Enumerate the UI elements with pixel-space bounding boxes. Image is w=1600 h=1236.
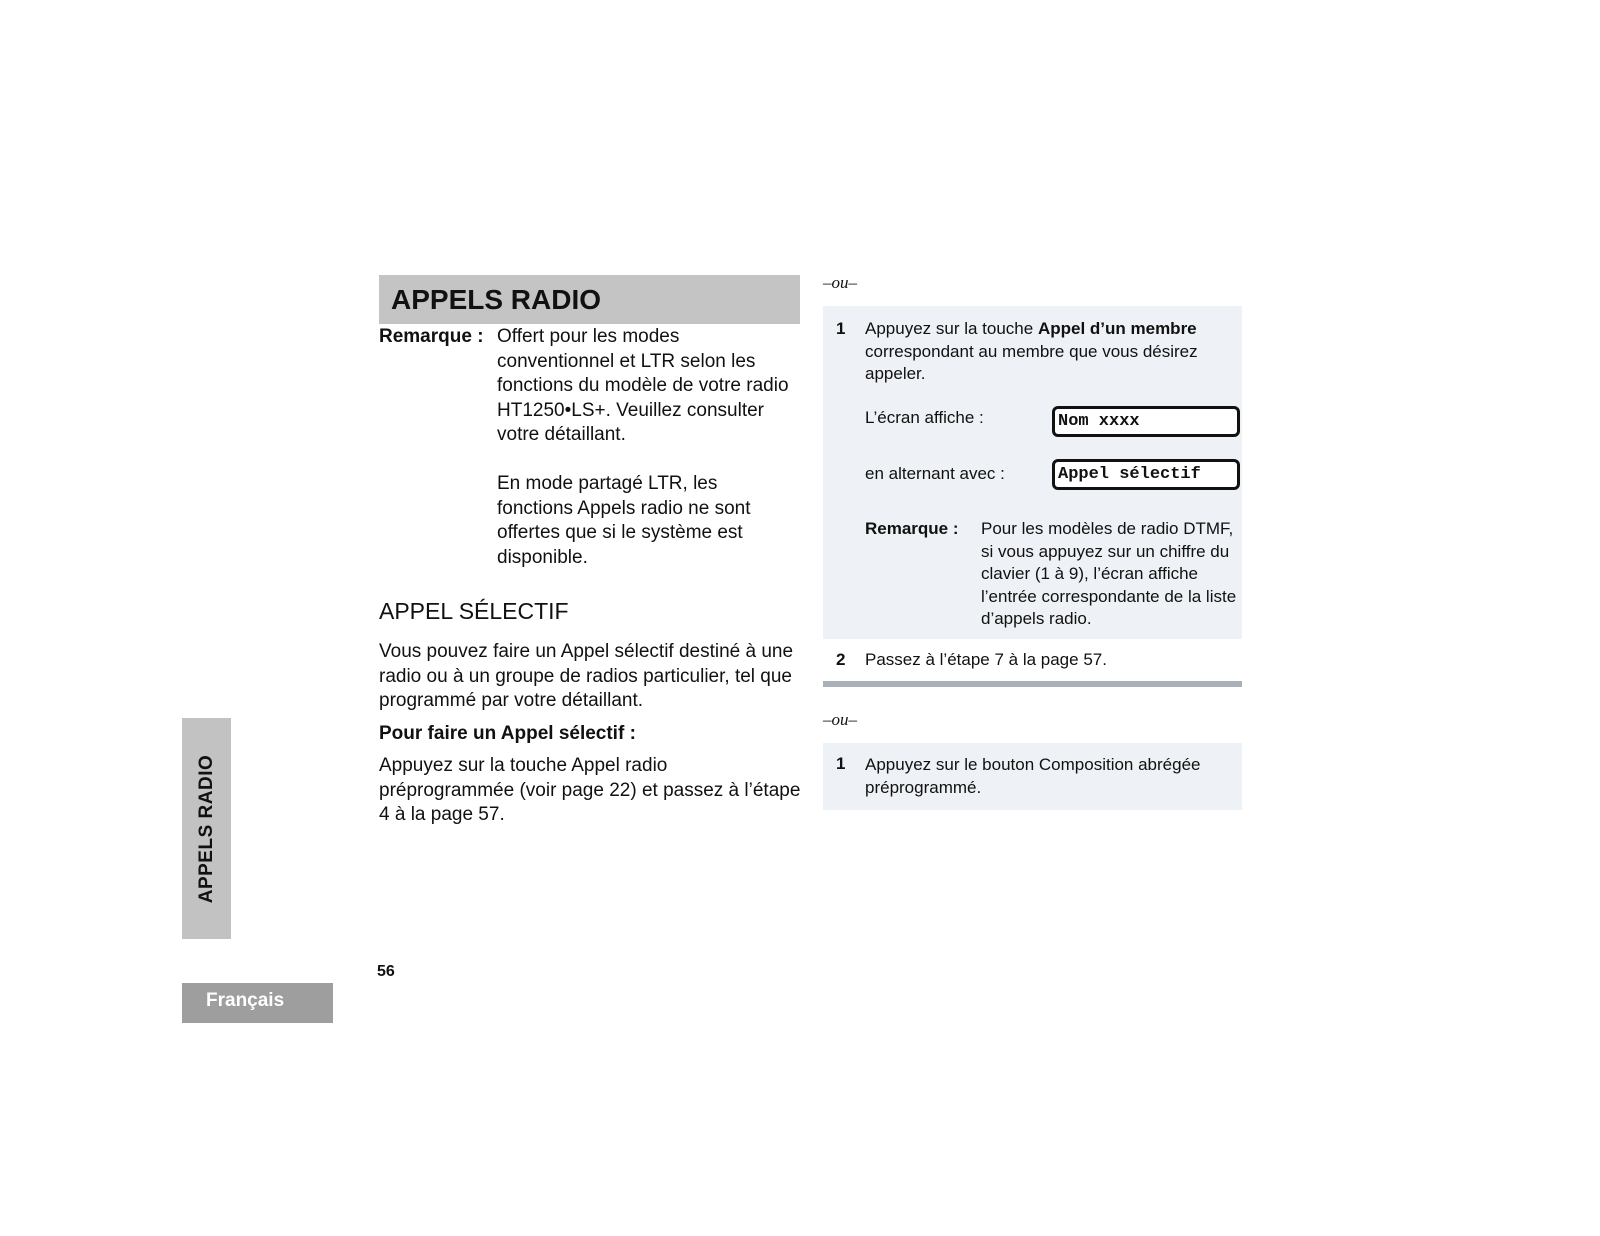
subsection-heading: APPEL SÉLECTIF — [379, 598, 569, 624]
step-text — [865, 318, 1240, 386]
note-paragraph-2: En mode partagé LTR, les fonctions Appels radio ne sont offertes que si le système est disponible. — [497, 473, 751, 568]
note-body: Pour les modèles de radio DTMF, si vous appuyez sur un chiffre du clavier (1 à 9), l’écran affiche l’entrée correspondante de la liste d’appels radio. — [981, 519, 1237, 628]
step-text-end: correspondant au membre que vous désirez appeler. — [865, 341, 1198, 383]
note-label: Remarque : — [379, 326, 484, 347]
step-number: 1 — [836, 754, 846, 773]
step-number: 1 — [836, 319, 846, 338]
step-text: Appuyez sur le bouton Composition abrégée préprogrammé. — [865, 755, 1201, 797]
or-separator: –ou– — [823, 710, 857, 729]
side-chapter-tab — [182, 718, 231, 939]
side-chapter-tab-label: APPELS RADIO — [195, 754, 217, 903]
note-label: Remarque : — [865, 519, 959, 538]
lcd-display-selective: Appel sélectif — [1052, 459, 1240, 490]
key-name: Appel d’un membre — [1037, 319, 1197, 338]
alternate-display-label: en alternant avec : — [865, 464, 1005, 483]
procedure-paragraph: Appuyez sur la touche Appel radio préprogrammée (voir page 22) et passez à l’étape 4 à la page 57. — [379, 755, 801, 825]
page-number: 56 — [377, 963, 395, 980]
step-number: 2 — [836, 650, 846, 669]
lcd-display-name: Nom xxxx — [1052, 406, 1240, 437]
step-text: Passez à l’étape 7 à la page 57. — [865, 650, 1107, 669]
procedure-heading: Pour faire un Appel sélectif : — [379, 723, 636, 744]
note-paragraph-1: Offert pour les modes conventionnel et LTR selon les fonctions du modèle de votre radio HT1250•LS+. Veuillez consulter votre détaillant. — [497, 326, 789, 445]
section-title: APPELS RADIO — [379, 275, 800, 324]
language-tab: Français — [182, 983, 333, 1023]
or-separator: –ou– — [823, 273, 857, 292]
section-divider — [823, 681, 1242, 687]
intro-paragraph: Vous pouvez faire un Appel sélectif destiné à une radio ou à un groupe de radios particulier, tel que programmé par votre détaillant. — [379, 641, 794, 711]
display-label: L’écran affiche : — [865, 408, 984, 427]
note-body — [497, 325, 797, 570]
step-text-start: Appuyez sur la touche — [865, 319, 1038, 338]
